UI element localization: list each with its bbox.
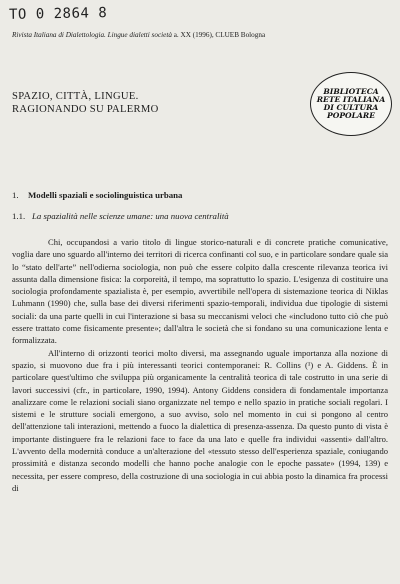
article-title-line-1: SPAZIO, CITTÀ, LINGUE. — [12, 91, 139, 102]
handwritten-catalog-number: TO 0 2864 8 — [8, 5, 108, 23]
body-text — [12, 236, 388, 494]
journal-title: Rivista Italiana di Dialettologia. Lingue dialetti società — [12, 31, 172, 39]
section-number: 1. — [12, 190, 19, 200]
section-heading — [12, 190, 182, 200]
subsection-heading — [12, 211, 229, 221]
article-title — [12, 91, 159, 116]
stamp-line-4: POPOLARE — [327, 111, 375, 121]
journal-details: a. XX (1996), CLUEB Bologna — [171, 31, 266, 39]
stamp-line-2: RETE ITALIANA — [316, 94, 386, 104]
journal-citation — [12, 30, 392, 40]
subsection-number: 1.1. — [12, 211, 26, 221]
subsection-title: La spazialità nelle scienze umane: una nuova centralità — [32, 211, 229, 221]
paragraph-1: Chi, occupandosi a vario titolo di lingue storico-naturali e di concrete pratiche comunicative, voglia dare uno sguardo all'interno dei territori di ricerca confinanti col suo, e in particolare sondare quale sia lo “stato dell'arte” nell'odierna sociologia, non può che essere colpito dalla crescente rilevanza teorica ivi assunta dalla dimensione fisica: la corporeità, il tempo, ma soprattutto lo spazio. L'esigenza di costituire una sociologia profondamente spazialista è, per esempio, avvertibile nell'opera di sistemazione teorica di Niklas Luhmann (1990) che, sulla base dei diversi riferimenti spazio-temporali, individua due tipologie di sistemi sociali: da una parte quelli in cui l'interazione si basa su meccanismi veloci che «includono tutto ciò che può essere trattato come fisicamente presente»; dall'altra le società che si fondano su una comunicazione lenta e formalizzata. — [12, 237, 388, 346]
stamp-line-3: DI CULTURA — [323, 103, 379, 112]
article-title-line-2: RAGIONANDO SU PALERMO — [12, 103, 159, 115]
section-title: Modelli spaziali e sociolinguistica urbana — [28, 190, 183, 200]
stamp-line-1: BIBLIOTECA — [323, 86, 379, 96]
library-stamp — [310, 72, 392, 136]
paragraph-2: All'interno di orizzonti teorici molto diversi, ma assegnando uguale importanza alla nozione di spazio, si muovono due fra i più interessanti teorici contemporanei: R. Collins (¹) e A. Giddens. È in particolare quest'ultimo che sviluppa più organicamente la centralità teorica di tale costrutto in una serie di lavori successivi (cfr., in particolare, 1990, 1994). Antony Giddens considera di fondamentale importanza analizzare come le relazioni sociali siano organizzate nel tempo e nello spazio in pratiche sociali regolari. I sistemi e le strutture sociali emergono, a suo avviso, solo nel momento in cui si pongono al centro dell'attenzione tali interazioni, mettendo a fuoco la dialettica di presenza-assenza. Da questo punto di vista è importante distinguere fra le relazioni face to face da una lato e quelle fra individui «assenti» dall'altro. L'avvento della modernità conduce a un'alterazione del «tessuto stesso dell'esperienza spaziale, coniugando prossimità e distanza secondo modelli che hanno poche analogie con le epoche passate» (1994, 139) e necessita, per essere compreso, della costruzione di una sociologia in cui abbia posto la dinamica fra processi di — [12, 347, 388, 493]
